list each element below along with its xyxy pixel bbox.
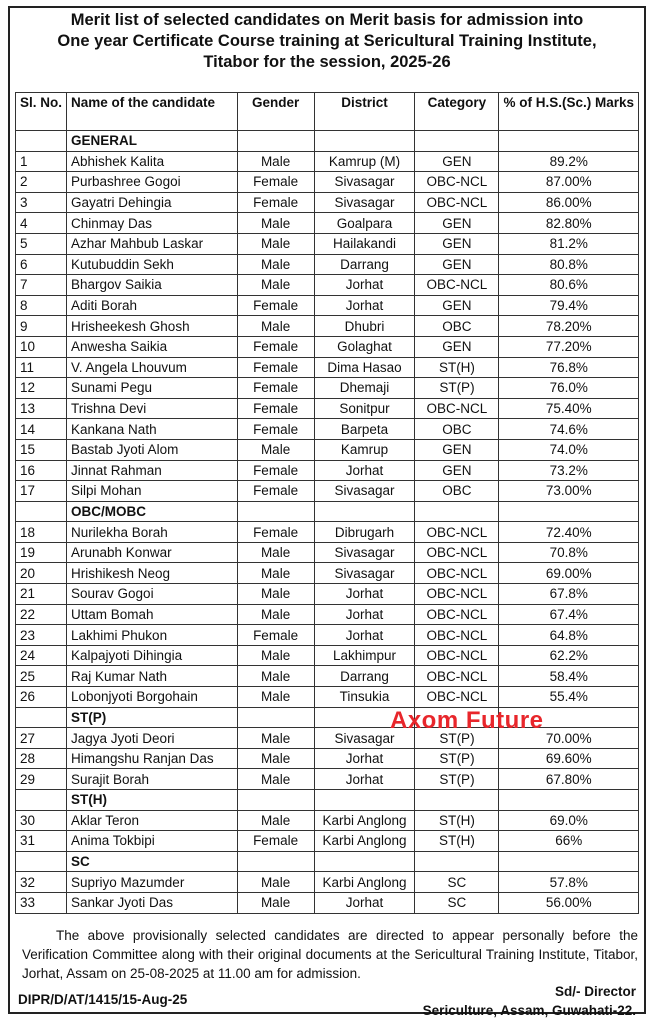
table-row — [16, 604, 639, 625]
cell-district: Dima Hasao — [314, 357, 415, 378]
cell-category: OBC-NCL — [415, 687, 499, 708]
cell-gender: Male — [237, 254, 314, 275]
signature-block — [423, 982, 636, 1020]
cell-name: Uttam Bomah — [67, 604, 238, 625]
cell-sl: 25 — [16, 666, 67, 687]
table-row — [16, 275, 639, 296]
cell-district: Sivasagar — [314, 172, 415, 193]
cell-district: Sivasagar — [314, 563, 415, 584]
empty-cell — [237, 501, 314, 522]
cell-name: Aditi Borah — [67, 295, 238, 316]
cell-district: Goalpara — [314, 213, 415, 234]
cell-district: Tinsukia — [314, 687, 415, 708]
cell-name: Sankar Jyoti Das — [67, 892, 238, 913]
cell-sl: 1 — [16, 151, 67, 172]
cell-category: OBC-NCL — [415, 563, 499, 584]
cell-sl: 16 — [16, 460, 67, 481]
footer-text: The above provisionally selected candidates are directed to appear personally before the Verification Committee along with their original documents at the Sericultural Training Institute, Titabor, Jorhat, Assam on 25-08-2025 at 11.00 am for admission. — [22, 928, 638, 981]
cell-marks: 82.80% — [499, 213, 639, 234]
cell-district: Sonitpur — [314, 398, 415, 419]
table-row — [16, 687, 639, 708]
cell-gender: Female — [237, 295, 314, 316]
cell-category: ST(H) — [415, 831, 499, 852]
cell-district: Karbi Anglong — [314, 810, 415, 831]
cell-district: Kamrup — [314, 439, 415, 460]
cell-marks: 80.8% — [499, 254, 639, 275]
cell-name: Jinnat Rahman — [67, 460, 238, 481]
cell-name: Trishna Devi — [67, 398, 238, 419]
cell-district: Jorhat — [314, 295, 415, 316]
cell-sl: 17 — [16, 481, 67, 502]
cell-gender: Male — [237, 275, 314, 296]
cell-sl: 22 — [16, 604, 67, 625]
cell-marks: 67.4% — [499, 604, 639, 625]
cell-name: V. Angela Lhouvum — [67, 357, 238, 378]
cell-marks: 87.00% — [499, 172, 639, 193]
cell-category: GEN — [415, 254, 499, 275]
cell-sl: 33 — [16, 892, 67, 913]
empty-cell — [237, 707, 314, 728]
cell-sl: 12 — [16, 378, 67, 399]
watermark-text: Axom Future — [390, 707, 544, 734]
cell-marks: 76.8% — [499, 357, 639, 378]
cell-gender: Male — [237, 810, 314, 831]
cell-marks: 67.80% — [499, 769, 639, 790]
cell-sl: 29 — [16, 769, 67, 790]
empty-cell — [237, 131, 314, 152]
cell-district: Sivasagar — [314, 481, 415, 502]
section-row — [16, 131, 639, 152]
cell-marks: 73.2% — [499, 460, 639, 481]
cell-sl: 4 — [16, 213, 67, 234]
table-row — [16, 666, 639, 687]
cell-district: Dibrugarh — [314, 522, 415, 543]
cell-district: Jorhat — [314, 460, 415, 481]
table-row — [16, 316, 639, 337]
cell-gender: Female — [237, 460, 314, 481]
cell-gender: Male — [237, 728, 314, 749]
cell-district: Sivasagar — [314, 542, 415, 563]
cell-gender: Male — [237, 213, 314, 234]
cell-sl: 31 — [16, 831, 67, 852]
cell-name: Abhishek Kalita — [67, 151, 238, 172]
cell-district: Jorhat — [314, 584, 415, 605]
header-sl: Sl. No. — [16, 93, 67, 131]
cell-district: Hailakandi — [314, 233, 415, 254]
cell-category: OBC-NCL — [415, 625, 499, 646]
notice-title — [10, 8, 644, 73]
cell-marks: 79.4% — [499, 295, 639, 316]
empty-cell — [16, 131, 67, 152]
cell-name: Aklar Teron — [67, 810, 238, 831]
cell-name: Kankana Nath — [67, 419, 238, 440]
cell-category: OBC-NCL — [415, 542, 499, 563]
cell-name: Bhargov Saikia — [67, 275, 238, 296]
cell-category: ST(P) — [415, 748, 499, 769]
empty-cell — [415, 851, 499, 872]
cell-district: Darrang — [314, 666, 415, 687]
cell-district: Golaghat — [314, 336, 415, 357]
cell-sl: 11 — [16, 357, 67, 378]
cell-marks: 70.8% — [499, 542, 639, 563]
cell-district: Barpeta — [314, 419, 415, 440]
header-category: Category — [415, 93, 499, 131]
table-row — [16, 357, 639, 378]
table-row — [16, 460, 639, 481]
cell-district: Sivasagar — [314, 192, 415, 213]
cell-gender: Male — [237, 439, 314, 460]
cell-sl: 8 — [16, 295, 67, 316]
cell-name: Lobonjyoti Borgohain — [67, 687, 238, 708]
cell-district: Kamrup (M) — [314, 151, 415, 172]
table-row — [16, 522, 639, 543]
cell-sl: 10 — [16, 336, 67, 357]
cell-gender: Female — [237, 419, 314, 440]
cell-sl: 3 — [16, 192, 67, 213]
table-body — [16, 131, 639, 914]
cell-sl: 28 — [16, 748, 67, 769]
cell-sl: 7 — [16, 275, 67, 296]
cell-category: OBC-NCL — [415, 666, 499, 687]
cell-district: Jorhat — [314, 275, 415, 296]
cell-name: Hrishikesh Neog — [67, 563, 238, 584]
cell-marks: 67.8% — [499, 584, 639, 605]
cell-name: Sunami Pegu — [67, 378, 238, 399]
cell-marks: 75.40% — [499, 398, 639, 419]
cell-sl: 21 — [16, 584, 67, 605]
cell-gender: Male — [237, 316, 314, 337]
cell-name: Anwesha Saikia — [67, 336, 238, 357]
title-line: One year Certificate Course training at Sericultural Training Institute, — [57, 32, 597, 50]
cell-name: Jagya Jyoti Deori — [67, 728, 238, 749]
cell-gender: Female — [237, 481, 314, 502]
cell-name: Hrisheekesh Ghosh — [67, 316, 238, 337]
cell-category: GEN — [415, 151, 499, 172]
title-line: Titabor for the session, 2025-26 — [203, 53, 451, 71]
table-row — [16, 233, 639, 254]
cell-marks: 78.20% — [499, 316, 639, 337]
table-row — [16, 645, 639, 666]
cell-category: GEN — [415, 439, 499, 460]
empty-cell — [499, 790, 639, 811]
empty-cell — [415, 501, 499, 522]
cell-sl: 27 — [16, 728, 67, 749]
table-row — [16, 542, 639, 563]
cell-name: Gayatri Dehingia — [67, 192, 238, 213]
table-row — [16, 254, 639, 275]
header-name: Name of the candidate — [67, 93, 238, 131]
cell-category: ST(H) — [415, 810, 499, 831]
cell-marks: 73.00% — [499, 481, 639, 502]
cell-district: Jorhat — [314, 892, 415, 913]
empty-cell — [415, 790, 499, 811]
section-row — [16, 707, 639, 728]
cell-sl: 5 — [16, 233, 67, 254]
notice-frame — [8, 6, 646, 1018]
empty-cell — [237, 851, 314, 872]
cell-gender: Female — [237, 831, 314, 852]
cell-name: Purbashree Gogoi — [67, 172, 238, 193]
cell-marks: 57.8% — [499, 872, 639, 893]
cell-marks: 76.0% — [499, 378, 639, 399]
table-row — [16, 172, 639, 193]
empty-cell — [314, 851, 415, 872]
cell-gender: Female — [237, 398, 314, 419]
cell-category: OBC-NCL — [415, 584, 499, 605]
cell-category: GEN — [415, 213, 499, 234]
cell-district: Karbi Anglong — [314, 872, 415, 893]
empty-cell — [237, 790, 314, 811]
cell-marks: 62.2% — [499, 645, 639, 666]
signature-line: Sericulture, Assam, Guwahati-22. — [422, 1003, 636, 1018]
cell-gender: Male — [237, 563, 314, 584]
empty-cell — [499, 501, 639, 522]
cell-gender: Male — [237, 769, 314, 790]
cell-sl: 23 — [16, 625, 67, 646]
table-row — [16, 563, 639, 584]
cell-category: OBC-NCL — [415, 604, 499, 625]
table-row — [16, 151, 639, 172]
cell-sl: 30 — [16, 810, 67, 831]
cell-gender: Female — [237, 378, 314, 399]
cell-marks: 69.60% — [499, 748, 639, 769]
cell-marks: 81.2% — [499, 233, 639, 254]
cell-marks: 69.00% — [499, 563, 639, 584]
cell-category: OBC-NCL — [415, 172, 499, 193]
cell-marks: 72.40% — [499, 522, 639, 543]
footer-note — [22, 926, 638, 983]
section-row — [16, 501, 639, 522]
cell-gender: Male — [237, 748, 314, 769]
cell-category: OBC-NCL — [415, 275, 499, 296]
cell-gender: Male — [237, 542, 314, 563]
empty-cell — [16, 790, 67, 811]
cell-marks: 77.20% — [499, 336, 639, 357]
cell-sl: 14 — [16, 419, 67, 440]
table-row — [16, 892, 639, 913]
table-row — [16, 625, 639, 646]
cell-gender: Female — [237, 522, 314, 543]
cell-gender: Male — [237, 687, 314, 708]
table-row — [16, 378, 639, 399]
cell-district: Lakhimpur — [314, 645, 415, 666]
cell-gender: Male — [237, 233, 314, 254]
cell-district: Darrang — [314, 254, 415, 275]
header-marks: % of H.S.(Sc.) Marks — [499, 93, 639, 131]
cell-gender: Female — [237, 172, 314, 193]
cell-marks: 70.00% — [499, 728, 639, 749]
cell-category: OBC-NCL — [415, 398, 499, 419]
cell-name: Chinmay Das — [67, 213, 238, 234]
cell-category: GEN — [415, 460, 499, 481]
cell-gender: Male — [237, 872, 314, 893]
cell-gender: Male — [237, 584, 314, 605]
cell-gender: Male — [237, 604, 314, 625]
empty-cell — [499, 851, 639, 872]
cell-category: OBC-NCL — [415, 192, 499, 213]
cell-sl: 18 — [16, 522, 67, 543]
cell-marks: 64.8% — [499, 625, 639, 646]
cell-district: Jorhat — [314, 604, 415, 625]
cell-name: Anima Tokbipi — [67, 831, 238, 852]
cell-gender: Male — [237, 645, 314, 666]
cell-district: Dhubri — [314, 316, 415, 337]
cell-marks: 69.0% — [499, 810, 639, 831]
table-row — [16, 748, 639, 769]
cell-district: Sivasagar — [314, 728, 415, 749]
cell-district: Karbi Anglong — [314, 831, 415, 852]
cell-gender: Male — [237, 892, 314, 913]
cell-district: Jorhat — [314, 748, 415, 769]
cell-name: Nurilekha Borah — [67, 522, 238, 543]
cell-category: GEN — [415, 336, 499, 357]
cell-gender: Female — [237, 192, 314, 213]
section-label: GENERAL — [67, 131, 238, 152]
empty-cell — [415, 131, 499, 152]
cell-name: Kalpajyoti Dihingia — [67, 645, 238, 666]
cell-name: Surajit Borah — [67, 769, 238, 790]
table-row — [16, 584, 639, 605]
signature-line: Sd/- Director — [554, 984, 636, 999]
table-row — [16, 419, 639, 440]
cell-marks: 89.2% — [499, 151, 639, 172]
cell-category: ST(P) — [415, 378, 499, 399]
cell-category: OBC — [415, 419, 499, 440]
cell-sl: 9 — [16, 316, 67, 337]
cell-name: Azhar Mahbub Laskar — [67, 233, 238, 254]
dipr-reference: DIPR/D/AT/1415/15-Aug-25 — [18, 992, 188, 1007]
cell-district: Dhemaji — [314, 378, 415, 399]
cell-name: Bastab Jyoti Alom — [67, 439, 238, 460]
cell-marks: 58.4% — [499, 666, 639, 687]
table-row — [16, 398, 639, 419]
table-row — [16, 336, 639, 357]
cell-name: Himangshu Ranjan Das — [67, 748, 238, 769]
cell-category: ST(P) — [415, 728, 499, 749]
cell-sl: 19 — [16, 542, 67, 563]
empty-cell — [314, 501, 415, 522]
cell-district: Jorhat — [314, 769, 415, 790]
cell-marks: 74.0% — [499, 439, 639, 460]
cell-category: SC — [415, 872, 499, 893]
empty-cell — [314, 790, 415, 811]
cell-name: Raj Kumar Nath — [67, 666, 238, 687]
empty-cell — [499, 131, 639, 152]
title-line: Merit list of selected candidates on Merit basis for admission into — [70, 11, 584, 29]
table-row — [16, 831, 639, 852]
cell-name: Supriyo Mazumder — [67, 872, 238, 893]
cell-marks: 86.00% — [499, 192, 639, 213]
table-row — [16, 728, 639, 749]
cell-sl: 20 — [16, 563, 67, 584]
table-row — [16, 810, 639, 831]
section-label: ST(P) — [67, 707, 238, 728]
cell-category: SC — [415, 892, 499, 913]
cell-sl: 26 — [16, 687, 67, 708]
cell-category: ST(H) — [415, 357, 499, 378]
cell-gender: Male — [237, 666, 314, 687]
cell-district: Jorhat — [314, 625, 415, 646]
cell-name: Arunabh Konwar — [67, 542, 238, 563]
cell-category: GEN — [415, 233, 499, 254]
table-row — [16, 295, 639, 316]
header-gender: Gender — [237, 93, 314, 131]
cell-category: ST(P) — [415, 769, 499, 790]
merit-table — [15, 92, 639, 914]
section-label: ST(H) — [67, 790, 238, 811]
table-row — [16, 192, 639, 213]
cell-name: Lakhimi Phukon — [67, 625, 238, 646]
cell-category: GEN — [415, 295, 499, 316]
table-row — [16, 213, 639, 234]
cell-marks: 66% — [499, 831, 639, 852]
cell-category: OBC — [415, 316, 499, 337]
cell-name: Sourav Gogoi — [67, 584, 238, 605]
table-row — [16, 769, 639, 790]
empty-cell — [314, 131, 415, 152]
cell-gender: Female — [237, 625, 314, 646]
cell-gender: Male — [237, 151, 314, 172]
cell-sl: 13 — [16, 398, 67, 419]
cell-marks: 56.00% — [499, 892, 639, 913]
cell-category: OBC-NCL — [415, 522, 499, 543]
empty-cell — [16, 501, 67, 522]
section-label: SC — [67, 851, 238, 872]
cell-sl: 24 — [16, 645, 67, 666]
cell-category: OBC — [415, 481, 499, 502]
section-row — [16, 790, 639, 811]
empty-cell — [16, 707, 67, 728]
cell-gender: Female — [237, 336, 314, 357]
section-label: OBC/MOBC — [67, 501, 238, 522]
empty-cell — [16, 851, 67, 872]
cell-gender: Female — [237, 357, 314, 378]
header-district: District — [314, 93, 415, 131]
cell-sl: 32 — [16, 872, 67, 893]
cell-name: Silpi Mohan — [67, 481, 238, 502]
table-row — [16, 872, 639, 893]
cell-sl: 2 — [16, 172, 67, 193]
table-row — [16, 439, 639, 460]
table-header-row — [16, 93, 639, 131]
cell-marks: 80.6% — [499, 275, 639, 296]
table-row — [16, 481, 639, 502]
cell-sl: 15 — [16, 439, 67, 460]
cell-marks: 55.4% — [499, 687, 639, 708]
cell-sl: 6 — [16, 254, 67, 275]
cell-marks: 74.6% — [499, 419, 639, 440]
cell-category: OBC-NCL — [415, 645, 499, 666]
section-row — [16, 851, 639, 872]
cell-name: Kutubuddin Sekh — [67, 254, 238, 275]
